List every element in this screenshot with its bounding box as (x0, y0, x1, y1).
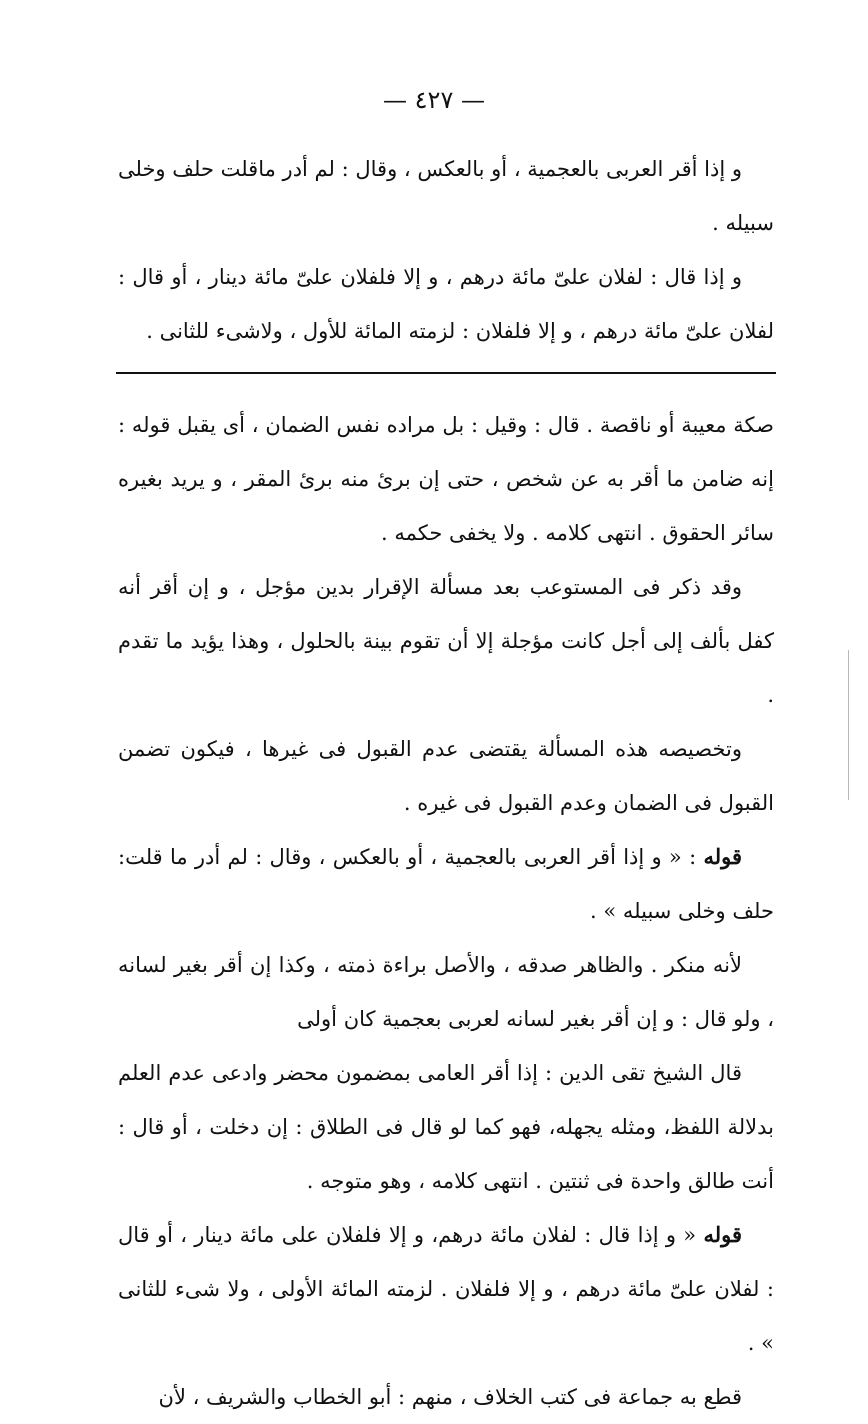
main-paragraph-1: و إذا أقر العربى بالعجمية ، أو بالعكس ، وقال : لم أدر ماقلت حلف وخلى سبيله . (118, 157, 774, 235)
page-number: — ٤٢٧ — (383, 86, 485, 114)
commentary-label: قوله (703, 844, 742, 869)
commentary-text: : « و إذا أقر العربى بالعجمية ، أو بالعكس ، وقال : لم أدر ما قلت: حلف وخلى سبيله » . (118, 845, 774, 923)
commentary-text: صكة معيبة أو ناقصة . قال : وقيل : بل مراده نفس الضمان ، أى يقبل قوله : إنه ضامن ما أقر به عن شخص ، حتى إن برئ منه برئ المقر ، و يريد بغيره سائر الحقوق . انتهى كلامه . ولا يخفى حكمه . (118, 413, 774, 545)
commentary-label: قوله (703, 1222, 742, 1247)
commentary-paragraph-1 (118, 398, 774, 560)
commentary-text: وتخصيصه هذه المسألة يقتضى عدم القبول فى غيرها ، فيكون تضمن القبول فى الضمان وعدم القبول فى غيره . (118, 737, 774, 815)
commentary-paragraph-2 (118, 560, 774, 722)
commentary-paragraph-8 (118, 1370, 774, 1424)
main-paragraph-2: و إذا قال : لفلان علىّ مائة درهم ، و إلا فلفلان علىّ مائة دينار ، أو قال : لفلان علىّ مائة درهم ، و إلا فلفلان : لزمته المائة للأول ، ولاشىء للثانى . (118, 265, 774, 343)
commentary-text: « و إذا قال : لفلان مائة درهم، و إلا فلفلان على مائة دينار ، أو قال : لفلان علىّ مائة درهم ، و إلا فلفلان . لزمته المائة الأولى ، ولا شىء للثانى » . (118, 1223, 774, 1355)
commentary-paragraph-4 (118, 830, 774, 938)
commentary-text: قال الشيخ تقى الدين : إذا أقر العامى بمضمون محضر وادعى عدم العلم بدلالة اللفظ، ومثله يجهله، فهو كما لو قال فى الطلاق : إن دخلت ، أو قال : أنت طالق واحدة فى ثنتين . انتهى كلامه ، وهو متوجه . (118, 1061, 774, 1193)
commentary-paragraph-5 (118, 938, 774, 1046)
commentary-text: لأنه منكر . والظاهر صدقه ، والأصل براءة ذمته ، وكذا إن أقر بغير لسانه ، ولو قال : و إن أقر بغير لسانه لعربى بعجمية كان أولى (118, 953, 774, 1031)
commentary (118, 398, 774, 1424)
margin-mark (848, 650, 849, 800)
commentary-paragraph-7 (118, 1208, 774, 1370)
commentary-paragraph-6 (118, 1046, 774, 1208)
section-divider (116, 372, 776, 374)
commentary-text: وقد ذكر فى المستوعب بعد مسألة الإقرار بدين مؤجل ، و إن أقر أنه كفل بألف إلى أجل كانت مؤجلة إلا أن تقوم بينة بالحلول ، وهذا يؤيد ما تقدم . (118, 575, 774, 707)
main-text (118, 142, 774, 358)
commentary-paragraph-3 (118, 722, 774, 830)
commentary-text: قطع به جماعة فى كتب الخلاف ، منهم : أبو الخطاب والشريف ، لأن (158, 1385, 742, 1409)
